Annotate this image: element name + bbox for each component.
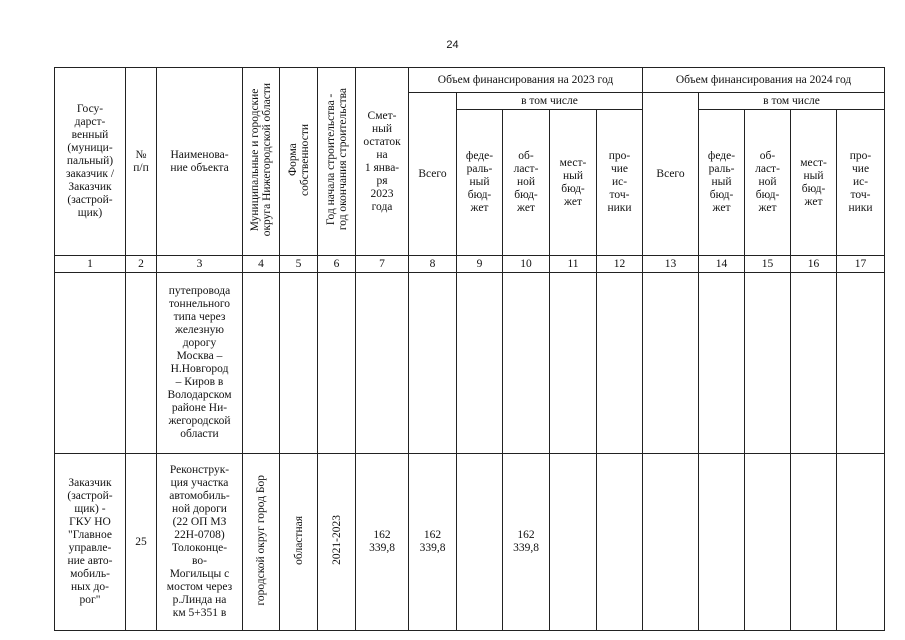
row-num: 25 [126,454,157,631]
column-number: 15 [745,256,791,273]
header-fin-2023: Объем финансирования на 2023 год [409,68,643,93]
header-customer: Госу- дарст- венный (муници- пальный) заказчик / Заказчик (застрой- щик) [55,68,126,256]
row-municipality: городской округ город Бор [255,474,267,606]
column-number: 3 [157,256,243,273]
row-other-2024 [837,454,885,631]
column-number: 13 [643,256,699,273]
row-regional-2024 [745,273,791,454]
column-number: 7 [356,256,409,273]
column-number: 5 [280,256,318,273]
table-row [55,454,885,631]
row-ownership: областная [292,515,305,565]
column-number: 6 [318,256,356,273]
header-total-2024: Всего [643,93,699,256]
row-regional-2023: 162 339,8 [503,454,550,631]
row-estimate: 162 339,8 [356,454,409,631]
header-federal-2024: феде- раль- ный бюд- жет [699,110,745,256]
header-other-2023: про- чие ис- точ- ники [597,110,643,256]
row-ownership-cell [280,454,318,631]
header-incl-2024: в том числе [699,93,885,110]
header-total-2023: Всего [409,93,457,256]
row-ownership [280,273,318,454]
row-municipality [243,273,280,454]
header-municipality: Муниципальные и городские округа Нижегородской области [249,82,273,237]
row-total-2024 [643,273,699,454]
header-federal-2023: феде- раль- ный бюд- жет [457,110,503,256]
column-number: 9 [457,256,503,273]
header-row-1 [55,68,885,93]
row-federal-2024 [699,273,745,454]
column-number: 8 [409,256,457,273]
header-years: Год начала строительства - год окончания строительства [324,88,349,231]
header-estimate: Смет- ный остаток на 1 янва- ря 2023 года [356,68,409,256]
row-total-2023: 162 339,8 [409,454,457,631]
header-local-2023: мест- ный бюд- жет [550,110,597,256]
column-number: 1 [55,256,126,273]
row-federal-2023 [457,273,503,454]
row-estimate [356,273,409,454]
column-number: 14 [699,256,745,273]
row-num [126,273,157,454]
header-incl-2023: в том числе [457,93,643,110]
column-number: 11 [550,256,597,273]
row-other-2024 [837,273,885,454]
row-total-2023 [409,273,457,454]
row-local-2024 [791,454,837,631]
header-municipality-cell [243,68,280,256]
header-regional-2023: об- ласт- ной бюд- жет [503,110,550,256]
column-number: 4 [243,256,280,273]
header-local-2024: мест- ный бюд- жет [791,110,837,256]
row-other-2023 [597,454,643,631]
header-ownership: Форма собственности [286,123,311,196]
row-other-2023 [597,273,643,454]
header-num: № п/п [126,68,157,256]
row-local-2023 [550,273,597,454]
row-customer [55,273,126,454]
header-ownership-cell [280,68,318,256]
row-object-name: Реконструк- ция участка автомобиль- ной дороги (22 ОП МЗ 22Н-0708) Толоконце- во- Могильцы с мостом через р.Линда на км 5+351 в [157,454,243,631]
financing-table [54,67,885,631]
page-number: 24 [446,39,459,51]
column-number: 10 [503,256,550,273]
header-fin-2024: Объем финансирования на 2024 год [643,68,885,93]
table-row [55,273,885,454]
header-years-cell [318,68,356,256]
row-municipality-cell [243,454,280,631]
row-years: 2021-2023 [330,515,343,565]
column-number: 12 [597,256,643,273]
row-local-2023 [550,454,597,631]
row-federal-2023 [457,454,503,631]
row-local-2024 [791,273,837,454]
column-number: 17 [837,256,885,273]
row-years [318,273,356,454]
header-regional-2024: об- ласт- ной бюд- жет [745,110,791,256]
row-regional-2023 [503,273,550,454]
row-regional-2024 [745,454,791,631]
column-number: 16 [791,256,837,273]
header-other-2024: про- чие ис- точ- ники [837,110,885,256]
row-federal-2024 [699,454,745,631]
column-number-row [55,256,885,273]
header-object-name: Наименова- ние объекта [157,68,243,256]
row-customer: Заказчик (застрой- щик) - ГКУ НО "Главное управле- ние авто- мобиль- ных до- рог" [55,454,126,631]
row-object-name: путепровода тоннельного типа через железную дорогу Москва – Н.Новгород – Киров в Володарском районе Ни- жегородской области [157,273,243,454]
column-number: 2 [126,256,157,273]
row-total-2024 [643,454,699,631]
row-years-cell [318,454,356,631]
